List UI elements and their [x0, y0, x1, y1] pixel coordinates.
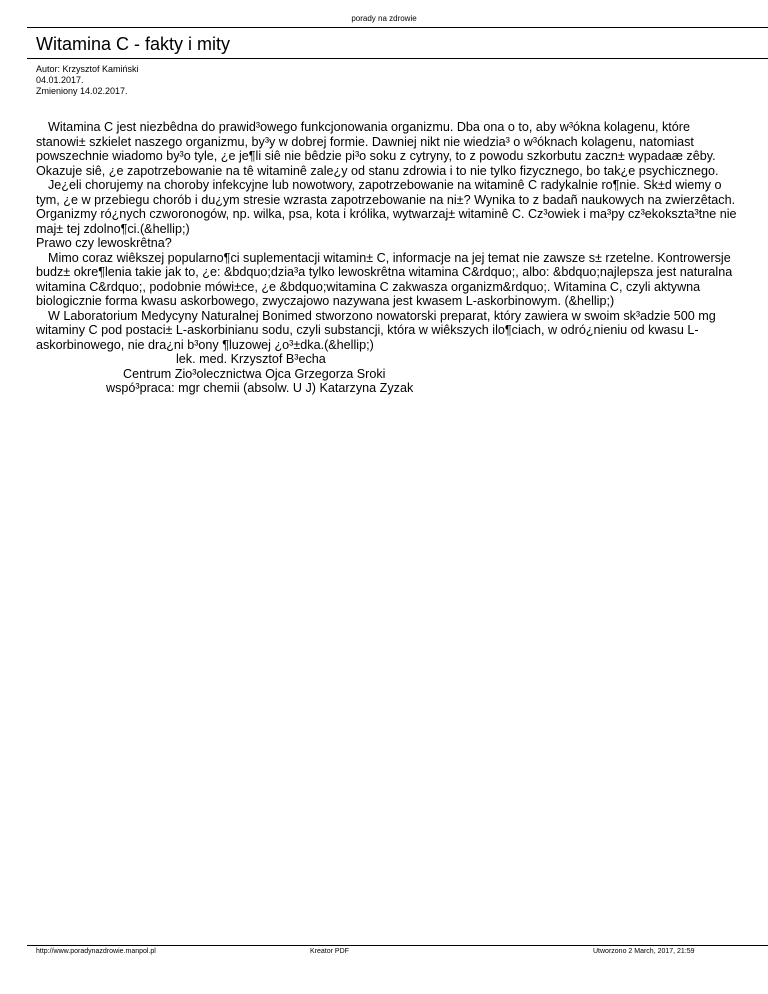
footer-generator: Kreator PDF [310, 948, 349, 955]
body-paragraph: Je¿eli chorujemy na choroby infekcyjne lub nowotwory, zapotrzebowanie na witaminê C radykalnie ro¶nie. Sk±d wiemy o tym, ¿e w przebiegu chorób i du¿ym stresie wzrasta zapotrzebowanie na ni±? Wynika to z badañ naukowych na zwierzêtach. Organizmy ró¿nych czworonogów, np. wilka, psa, kota i królika, wytwarzaj± witaminê C. Cz³owiek i ma³py cz³ekokszta³tne nie maj± tej zdolno¶ci.(&hellip;) [36, 178, 737, 236]
article-author: Autor: Krzysztof Kamiński [36, 64, 139, 74]
header-divider [27, 27, 768, 28]
body-paragraph: W Laboratorium Medycyny Naturalnej Bonimed stworzono nowatorski preparat, który zawiera w swoim sk³adzie 500 mg witaminy C pod postaci± L-askorbinianu sodu, czyli substancji, która w wiêkszych ilo¶ciach, w odró¿nieniu od kwasu L-askorbinowego, nie dra¿ni b³ony ¶luzowej ¿o³±dka.(&hellip;) [36, 308, 716, 352]
article-date: 04.01.2017. [36, 75, 84, 85]
signature-author: lek. med. Krzysztof B³echa [176, 352, 326, 366]
section-subheading: Prawo czy lewoskrêtna? [36, 236, 172, 250]
article-title: Witamina C - fakty i mity [36, 34, 231, 54]
footer-created: Utworzono 2 March, 2017, 21:59 [593, 948, 695, 955]
page-header: porady na zdrowie [351, 14, 417, 23]
article-modified-date: Zmieniony 14.02.2017. [36, 86, 128, 96]
signature-organization: Centrum Zio³olecznictwa Ojca Grzegorza Sroki [123, 366, 386, 381]
body-paragraph: Mimo coraz wiêkszej popularno¶ci suplementacji witamin± C, informacje na jej temat nie zawsze s± rzetelne. Kontrowersje budz± okre¶lenia takie jak to, ¿e: &bdquo;dzia³a tylko lewoskrêtna witamina C&rdquo;, albo: &bdquo;najlepsza jest naturalna witamina C&rdquo;, podobnie mówi±ce, ¿e &bdquo;witamina C zakwasza organizm&rdquo;. Witamina C, czyli aktywna biologicznie forma kwasu askorbowego, zwyczajowo nazywana jest kwasem L-askorbinowym. (&hellip;) [36, 250, 733, 308]
signature-collaboration: wspó³praca: mgr chemii (absolw. U J) Katarzyna Zyzak [106, 381, 414, 395]
body-paragraph: Witamina C jest niezbêdna do prawid³owego funkcjonowania organizmu. Dba ona o to, aby w³ókna kolagenu, które stanowi± szkielet naszego organizmu, by³y w dobrej formie. Dawniej nikt nie wiedzia³ o w³óknach kolagenu, natomiast powszechnie wiadomo by³o tyle, ¿e je¶li siê nie bêdzie pi³o soku z cytryny, to z powodu szkorbutu zaczn± wypadaæ zêby. Okazuje siê, ¿e zapotrzebowanie na tê witaminê zale¿y od stanu zdrowia i to nie tylko fizycznego, bo tak¿e psychicznego. [36, 120, 719, 178]
title-divider [27, 58, 768, 59]
footer-divider [27, 945, 768, 946]
article-meta [36, 64, 139, 97]
footer-url[interactable]: http://www.poradynazdrowie.manpol.pl [36, 948, 156, 955]
article-body [36, 120, 740, 396]
